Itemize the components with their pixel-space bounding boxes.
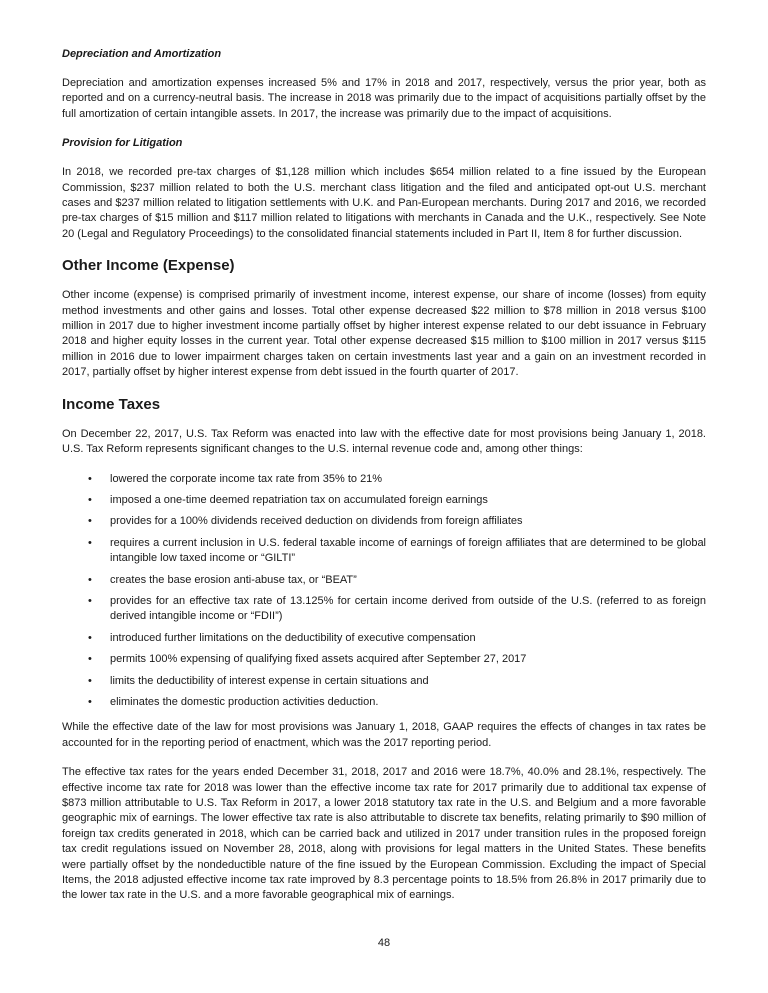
bullet-item: • lowered the corporate income tax rate from 35% to 21% <box>62 472 706 487</box>
bullet-item: • requires a current inclusion in U.S. federal taxable income of earnings of foreign affiliates that are determined to be global intangible low taxed income or “GILTI” <box>62 536 706 567</box>
subsection-heading-provision-litigation: Provision for Litigation <box>62 137 183 150</box>
bullet-item: • eliminates the domestic production activities deduction. <box>62 695 706 710</box>
paragraph-gaap-enactment: While the effective date of the law for most provisions was January 1, 2018, GAAP requires the effects of changes in tax rates be accounted for in the reporting period of enactment, which was the 2017 reporting period. <box>62 721 706 749</box>
paragraph-income-taxes-intro: On December 22, 2017, U.S. Tax Reform was enacted into law with the effective date for most provisions being January 1, 2018. U.S. Tax Reform represents significant changes to the U.S. internal revenue code and, among other things: <box>62 427 706 456</box>
bullet-item: • creates the base erosion anti-abuse tax, or “BEAT” <box>62 573 706 588</box>
page-number: 48 <box>377 937 391 949</box>
bullet-item: • permits 100% expensing of qualifying fixed assets acquired after September 27, 2017 <box>62 652 706 667</box>
paragraph-provision-litigation: In 2018, we recorded pre-tax charges of $1,128 million which includes $654 million related to a fine issued by the European Commission, $237 million related to both the U.S. merchant class litigation and the filed and anticipated opt-out U.S. merchant cases and $237 million related to litigation settlements with U.K. and Pan-European merchants. During 2017 and 2016, we recorded pre-tax charges of $15 million and $117 million related to litigations with merchants in Canada and the U.K., respectively. See Note 20 (Legal and Regulatory Proceedings) to the consolidated financial statements included in Part II, Item 8 for further discussion. <box>62 166 706 240</box>
subsection-heading-depreciation-amortization: Depreciation and Amortization <box>62 48 222 60</box>
paragraph-other-income-expense: Other income (expense) is comprised primarily of investment income, interest expense, our share of income (losses) from equity method investments and other gains and losses. Total other expense decreased $22 million to $78 million in 2018 versus $100 million in 2017 due to higher investment income partially offset by higher interest expense related to our debt issuance in February 2018 and higher equity losses in the current year. Total other expense decreased $15 million to $100 million in 2017 versus $115 million in 2016 due to lower impairment charges taken on certain investments last year and a gain on an investment recorded in 2017, partially offset by higher interest expense from debt issued in the fourth quarter of 2017. <box>62 289 706 379</box>
bullet-item: • provides for an effective tax rate of 13.125% for certain income derived from outside of the U.S. (referred to as foreign derived intangible income or “FDII”) <box>62 594 706 625</box>
section-heading-income-taxes: Income Taxes <box>62 395 161 413</box>
paragraph-depreciation-amortization: Depreciation and amortization expenses increased 5% and 17% in 2018 and 2017, respectively, versus the prior year, both as reported and on a currency-neutral basis. The increase in 2018 was primarily due to the impact of acquisitions partially offset by the full amortization of certain intangible assets. In 2017, the increase was primarily due to the impact of acquisitions. <box>62 77 706 120</box>
tax-reform-bullet-list <box>62 472 706 711</box>
bullet-item: • introduced further limitations on the deductibility of executive compensation <box>62 631 706 646</box>
section-heading-other-income-expense: Other Income (Expense) <box>62 257 235 275</box>
bullet-item: • limits the deductibility of interest expense in certain situations and <box>62 674 706 689</box>
paragraph-effective-tax-rates: The effective tax rates for the years ended December 31, 2018, 2017 and 2016 were 18.7%, 40.0% and 28.1%, respectively. The effective income tax rate for 2018 was lower than the effective income tax rate for 2017 primarily due to additional tax expense of $873 million attributable to U.S. Tax Reform in 2017, a lower 2018 statutory tax rate in the U.S. and Belgium and a more favorable geographic mix of earnings. The lower effective tax rate is also attributable to discrete tax benefits, relating primarily to $90 million of foreign tax credits generated in 2018, which can be carried back and utilized in 2017 under transition rules in the proposed foreign tax credit regulations issued on November 28, 2018, along with provisions for legal matters in the United States. These benefits were partially offset by the nondeductible nature of the fine issued by the European Commission. Excluding the impact of Special Items, the 2018 adjusted effective income tax rate improved by 8.3 percentage points to 18.5% from 26.8% in 2017 primarily due to the lower tax rate in the U.S. and a more favorable geographical mix of earnings. <box>62 766 706 902</box>
bullet-item: • provides for a 100% dividends received deduction on dividends from foreign affiliates <box>62 514 706 529</box>
bullet-item: • imposed a one-time deemed repatriation tax on accumulated foreign earnings <box>62 493 706 508</box>
